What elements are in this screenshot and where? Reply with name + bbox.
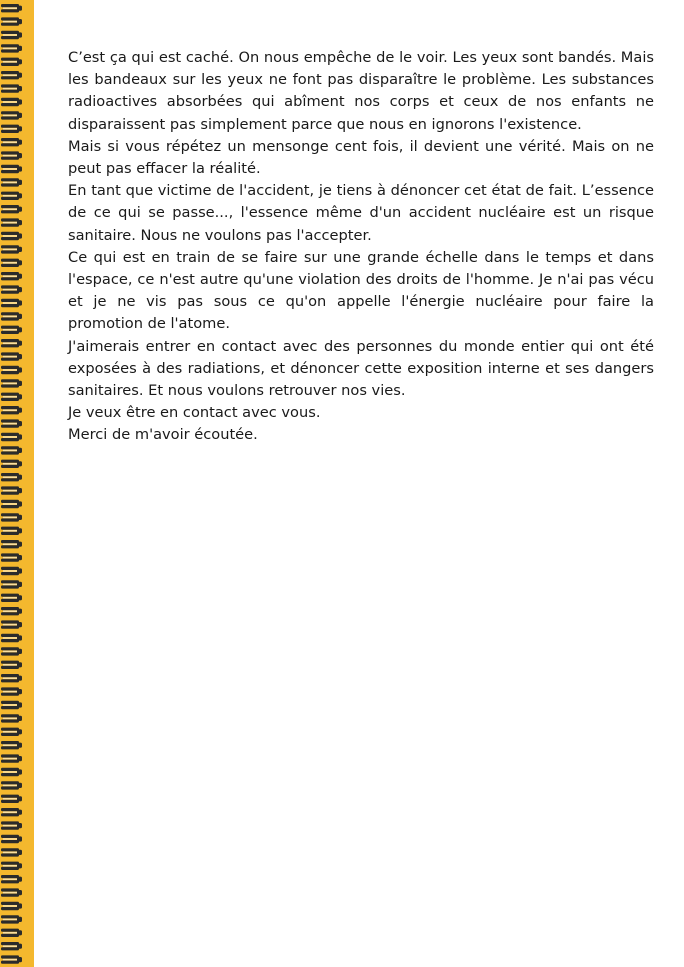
spiral-ring (1, 433, 22, 441)
spiral-ring (1, 285, 22, 293)
spiral-ring (1, 754, 22, 762)
spiral-ring (1, 902, 22, 910)
spiral-ring (1, 245, 22, 253)
spiral-ring (1, 620, 22, 628)
spiral-ring (1, 553, 22, 561)
spiral-ring (1, 741, 22, 749)
spiral-ring (1, 473, 22, 481)
spiral-ring (1, 218, 22, 226)
paragraph-6: Je veux être en contact avec vous. (68, 404, 321, 422)
spiral-ring (1, 312, 22, 320)
spiral-ring (1, 138, 22, 146)
spiral-ring (1, 232, 22, 240)
spiral-ring (1, 192, 22, 200)
paragraph-2: Mais si vous répétez un mensonge cent fois, il devient une vérité. Mais on ne peut pas effacer la réalité. (68, 137, 654, 178)
spiral-ring (1, 98, 22, 106)
spiral-ring (1, 299, 22, 307)
spiral-ring (1, 513, 22, 521)
spiral-ring (1, 701, 22, 709)
paragraph-3: En tant que victime de l'accident, je tiens à dénoncer cet état de fait. L’essence de ce qui se passe..., l'essence même d'un accident nucléaire est un risque sanitaire. Nous ne voulons pas l'accepter. (68, 182, 654, 244)
spiral-ring (1, 151, 22, 159)
spiral-ring (1, 31, 22, 39)
spiral-ring (1, 406, 22, 414)
spiral-ring (1, 84, 22, 92)
spiral-ring (1, 326, 22, 334)
paragraph-1: C’est ça qui est caché. On nous empêche de le voir. Les yeux sont bandés. Mais les bandeaux sur les yeux ne font pas disparaître le problème. Les substances radioactives absorbées qui abîment nos corps et ceux de nos enfants ne disparaissent pas simplement parce que nous en ignorons l'existence. (68, 49, 654, 133)
spiral-ring (1, 446, 22, 454)
spiral-ring (1, 178, 22, 186)
spiral-ring (1, 165, 22, 173)
spiral-ring (1, 393, 22, 401)
spiral-ring (1, 661, 22, 669)
spiral-ring (1, 419, 22, 427)
document-body (68, 47, 654, 447)
spiral-binding-icon (0, 0, 34, 967)
spiral-ring (1, 955, 22, 963)
spiral-binding (0, 0, 34, 967)
spiral-ring (1, 527, 22, 535)
spiral-ring (1, 634, 22, 642)
spiral-ring (1, 821, 22, 829)
spiral-ring (1, 272, 22, 280)
spiral-ring (1, 44, 22, 52)
spiral-ring (1, 460, 22, 468)
spiral-ring (1, 875, 22, 883)
spiral-ring (1, 594, 22, 602)
spiral-ring (1, 768, 22, 776)
spiral-ring (1, 58, 22, 66)
spiral-ring (1, 607, 22, 615)
spiral-ring (1, 915, 22, 923)
spiral-ring (1, 486, 22, 494)
spiral-ring (1, 259, 22, 267)
spiral-ring (1, 71, 22, 79)
spiral-ring (1, 687, 22, 695)
spiral-ring (1, 728, 22, 736)
spiral-ring (1, 862, 22, 870)
spiral-ring (1, 714, 22, 722)
spiral-ring (1, 567, 22, 575)
paragraph-7: Merci de m'avoir écoutée. (68, 426, 258, 444)
spiral-ring (1, 888, 22, 896)
spiral-ring (1, 781, 22, 789)
spiral-ring (1, 808, 22, 816)
spiral-ring (1, 339, 22, 347)
spiral-ring (1, 795, 22, 803)
spiral-ring (1, 4, 22, 12)
spiral-ring (1, 942, 22, 950)
spiral-ring (1, 835, 22, 843)
spiral-ring (1, 647, 22, 655)
spiral-ring (1, 500, 22, 508)
spiral-ring (1, 379, 22, 387)
spiral-ring (1, 540, 22, 548)
spiral-ring (1, 366, 22, 374)
paragraph-5: J'aimerais entrer en contact avec des personnes du monde entier qui ont été exposées à des radiations, et dénoncer cette exposition interne et ses dangers sanitaires. Et nous voulons retrouver nos vies. (68, 337, 654, 400)
paragraph-4: Ce qui est en train de se faire sur une grande échelle dans le temps et dans l'espace, ce n'est autre qu'une violation des droits de l'homme. Je n'ai pas vécu et je ne vis pas sous ce qu'on appelle l'énergie nucléaire pour faire la promotion de l'atome. (68, 248, 654, 333)
spiral-ring (1, 17, 22, 25)
spiral-ring (1, 125, 22, 133)
spiral-ring (1, 929, 22, 937)
spiral-ring (1, 111, 22, 119)
spiral-ring (1, 580, 22, 588)
spiral-ring (1, 352, 22, 360)
spiral-ring (1, 674, 22, 682)
spiral-ring (1, 848, 22, 856)
spiral-ring (1, 205, 22, 213)
